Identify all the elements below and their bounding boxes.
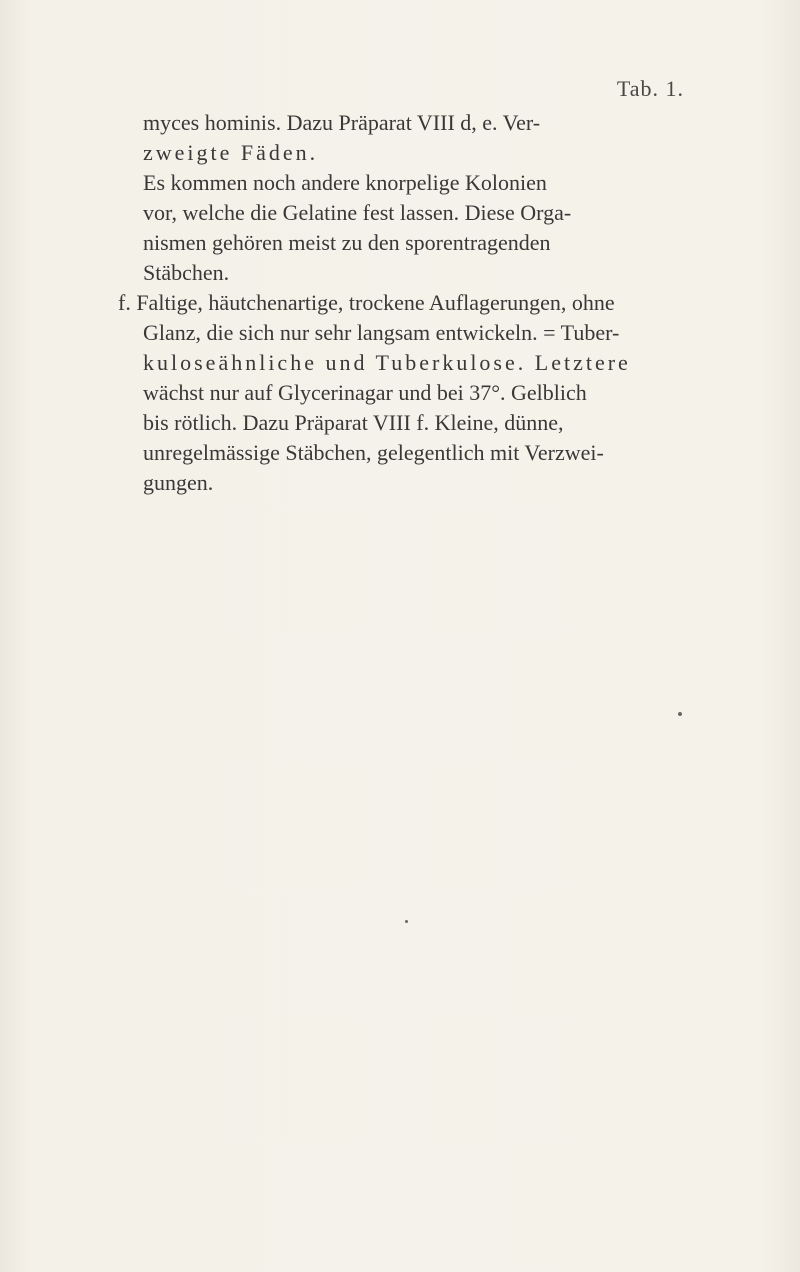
text-line: myces hominis. Dazu Präparat VIII d, e. Ver- — [143, 110, 541, 135]
text-line: Stäbchen. — [143, 260, 230, 285]
text-line: unregelmässige Stäbchen, gelegentlich mit Verzwei- — [143, 440, 604, 465]
text-line: Glanz, die sich nur sehr langsam entwickeln. = Tuber- — [143, 320, 620, 345]
page-header-tab-label: Tab. 1. — [616, 76, 684, 101]
paper-speck — [678, 712, 682, 716]
text-line: Es kommen noch andere knorpelige Kolonien — [143, 170, 547, 195]
text-line: bis rötlich. Dazu Präparat VIII f. Kleine, dünne, — [143, 410, 564, 435]
text-line: gungen. — [143, 470, 214, 495]
paper-speck — [405, 920, 408, 923]
text-line: kuloseähnliche und Tuberkulose. Letztere — [143, 350, 631, 375]
text-line: zweigte Fäden. — [143, 140, 319, 165]
text-line: f. Faltige, häutchenartige, trockene Auflagerungen, ohne — [118, 290, 615, 315]
body-text — [100, 108, 690, 498]
text-line: vor, welche die Gelatine fest lassen. Diese Orga- — [143, 200, 572, 225]
text-line: nismen gehören meist zu den sporentragenden — [143, 230, 551, 255]
text-line: wächst nur auf Glycerinagar und bei 37°. Gelblich — [143, 380, 587, 405]
